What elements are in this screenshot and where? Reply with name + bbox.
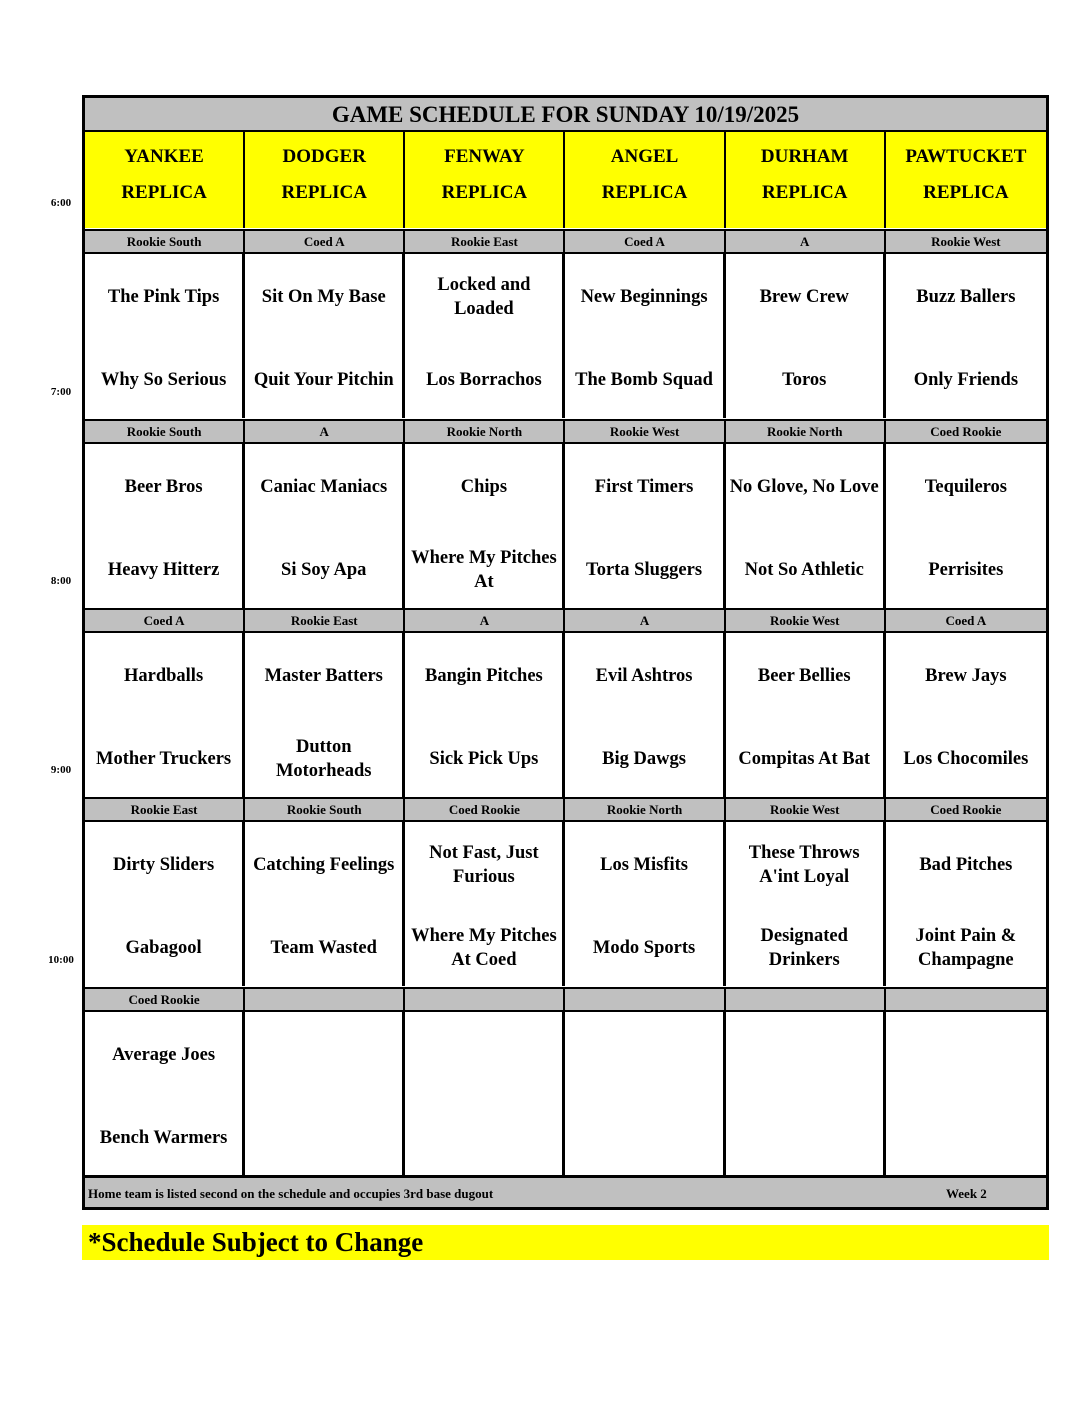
division-row xyxy=(85,987,1046,1012)
division-label: Rookie West xyxy=(931,233,1001,249)
home-team: Mother Truckers xyxy=(96,749,232,769)
away-team: Chips xyxy=(460,477,508,497)
change-notice-banner: *Schedule Subject to Change xyxy=(82,1225,1049,1260)
away-team: Evil Ashtros xyxy=(595,666,693,686)
game-cell xyxy=(886,822,1046,986)
game-cell xyxy=(85,254,245,418)
field-sub: REPLICA xyxy=(601,182,688,203)
away-team: No Glove, No Love xyxy=(729,477,879,497)
home-team: Si Soy Apa xyxy=(281,560,367,580)
division-label: Coed A xyxy=(565,231,725,252)
home-team: Where My Pitches At xyxy=(411,548,557,592)
away-team xyxy=(405,1030,562,1080)
division-label: Rookie East xyxy=(245,610,405,631)
field-sub: REPLICA xyxy=(761,182,848,203)
home-team: Team Wasted xyxy=(270,938,377,958)
division-label: A xyxy=(405,610,565,631)
field-name: YANKEE xyxy=(124,146,204,167)
game-row xyxy=(85,254,1046,418)
home-team: Why So Serious xyxy=(100,370,227,390)
division-label: Rookie South xyxy=(85,231,245,252)
game-cell xyxy=(726,633,886,797)
schedule-footer xyxy=(85,1175,1046,1207)
division-label: Rookie East xyxy=(85,799,245,820)
game-cell xyxy=(85,444,245,608)
field-name: DURHAM xyxy=(760,146,849,167)
field-sub: REPLICA xyxy=(923,182,1009,203)
division-label: Coed Rookie xyxy=(930,423,1002,439)
home-team xyxy=(245,1113,402,1163)
away-team: Buzz Ballers xyxy=(916,287,1016,307)
away-team xyxy=(886,1030,1046,1080)
time-label: 9:00 xyxy=(50,764,72,776)
game-cell xyxy=(726,444,886,608)
division-label: Rookie North xyxy=(565,799,725,820)
field-header xyxy=(85,132,245,228)
home-team: Only Friends xyxy=(913,370,1019,390)
game-cell xyxy=(405,633,565,797)
division-label: Coed A xyxy=(245,231,405,252)
field-sub: REPLICA xyxy=(281,182,367,203)
game-cell xyxy=(886,254,1046,418)
field-header-row xyxy=(85,132,1046,228)
away-team: Bangin Pitches xyxy=(425,666,543,686)
field-header xyxy=(565,132,725,228)
away-team: These Throws A'int Loyal xyxy=(748,843,860,887)
home-team: Toros xyxy=(782,370,827,390)
away-team: Hardballs xyxy=(123,666,204,686)
division-row xyxy=(85,797,1046,822)
game-cell xyxy=(886,444,1046,608)
game-cell xyxy=(85,633,245,797)
home-team: Not So Athletic xyxy=(744,560,864,580)
division-label xyxy=(886,989,1046,1010)
division-row xyxy=(85,608,1046,633)
schedule-title: GAME SCHEDULE FOR SUNDAY 10/19/2025 xyxy=(85,98,1046,132)
division-label: Coed A xyxy=(945,612,987,628)
division-label: A xyxy=(726,231,886,252)
division-label xyxy=(565,989,725,1010)
division-label: Rookie North xyxy=(726,421,886,442)
home-team: Heavy Hitterz xyxy=(107,560,220,580)
division-label: Rookie West xyxy=(565,421,725,442)
away-team: Dirty Sliders xyxy=(112,855,215,875)
home-team xyxy=(886,1113,1046,1163)
home-team: Dutton Motorheads xyxy=(275,737,372,781)
home-team: Los Borrachos xyxy=(426,370,542,390)
field-name: DODGER xyxy=(282,146,366,167)
home-team: Torta Sluggers xyxy=(586,560,703,580)
time-label: 6:00 xyxy=(50,197,72,209)
game-row xyxy=(85,633,1046,797)
away-team: Beer Bellies xyxy=(757,666,851,686)
game-cell xyxy=(726,822,886,986)
division-label: Rookie South xyxy=(85,421,245,442)
division-label: Rookie North xyxy=(405,421,565,442)
game-cell xyxy=(245,254,405,418)
away-team: Tequileros xyxy=(924,477,1007,497)
field-header xyxy=(245,132,405,228)
field-name: ANGEL xyxy=(610,146,679,167)
home-team: Los Chocomiles xyxy=(903,749,1029,769)
division-label: Coed A xyxy=(85,610,245,631)
away-team: Catching Feelings xyxy=(253,855,395,875)
home-team: Quit Your Pitchin xyxy=(253,370,394,390)
field-sub: REPLICA xyxy=(441,182,528,203)
away-team: Average Joes xyxy=(112,1045,216,1065)
game-cell xyxy=(245,444,405,608)
schedule-table xyxy=(82,95,1049,1210)
game-cell xyxy=(405,254,565,418)
division-label: Rookie West xyxy=(726,610,886,631)
away-team: New Beginnings xyxy=(580,287,708,307)
game-row xyxy=(85,822,1046,986)
time-label: 10:00 xyxy=(48,954,74,966)
away-team: Bad Pitches xyxy=(919,855,1013,875)
home-team: Designated Drinkers xyxy=(760,926,848,970)
away-team: Locked and Loaded xyxy=(437,275,531,319)
game-cell xyxy=(85,822,245,986)
field-name: PAWTUCKET xyxy=(905,146,1027,167)
home-team: Bench Warmers xyxy=(99,1128,228,1148)
division-row xyxy=(85,419,1046,444)
division-label: Rookie East xyxy=(405,231,565,252)
away-team: Brew Jays xyxy=(925,666,1007,686)
field-header xyxy=(405,132,565,228)
home-team: Big Dawgs xyxy=(602,749,686,769)
game-row xyxy=(85,1012,1046,1176)
away-team: Los Misfits xyxy=(600,855,688,875)
division-label: Rookie South xyxy=(245,799,405,820)
division-label xyxy=(726,989,886,1010)
division-label xyxy=(245,989,405,1010)
division-label: A xyxy=(245,421,405,442)
home-team: Sick Pick Ups xyxy=(429,749,539,769)
game-cell xyxy=(726,254,886,418)
game-cell xyxy=(565,633,725,797)
away-team: The Pink Tips xyxy=(107,287,220,307)
game-cell xyxy=(245,822,405,986)
division-label: Rookie West xyxy=(726,799,886,820)
game-cell xyxy=(405,444,565,608)
division-label: Coed Rookie xyxy=(930,801,1002,817)
game-cell xyxy=(565,444,725,608)
game-cell xyxy=(565,1012,725,1176)
division-label: Coed Rookie xyxy=(405,799,565,820)
away-team: Brew Crew xyxy=(759,287,849,307)
home-team: Where My Pitches At Coed xyxy=(411,926,557,970)
away-team: Master Batters xyxy=(264,666,383,686)
away-team xyxy=(565,1030,722,1080)
game-cell xyxy=(565,254,725,418)
game-cell xyxy=(245,1012,405,1176)
away-team xyxy=(726,1030,883,1080)
home-team: Compitas At Bat xyxy=(738,749,870,769)
home-team: Joint Pain & Champagne xyxy=(915,926,1017,970)
home-team: Modo Sports xyxy=(592,938,696,958)
division-row xyxy=(85,229,1046,254)
away-team xyxy=(245,1030,402,1080)
game-cell xyxy=(245,633,405,797)
away-team: Sit On My Base xyxy=(261,287,386,307)
home-team: Gabagool xyxy=(125,938,202,958)
home-team xyxy=(565,1113,722,1163)
home-team-note: Home team is listed second on the schedule and occupies 3rd base dugout xyxy=(88,1186,494,1201)
game-cell xyxy=(726,1012,886,1176)
division-label: Coed Rookie xyxy=(85,989,245,1010)
game-cell xyxy=(886,633,1046,797)
division-label xyxy=(405,989,565,1010)
home-team: The Bomb Squad xyxy=(575,370,713,390)
home-team xyxy=(405,1113,562,1163)
field-sub: REPLICA xyxy=(121,182,207,203)
home-team: Perrisites xyxy=(928,560,1004,580)
game-cell xyxy=(405,822,565,986)
game-cell xyxy=(85,1012,245,1176)
away-team: Caniac Maniacs xyxy=(260,477,388,497)
week-label: Week 2 xyxy=(946,1186,987,1201)
game-cell xyxy=(405,1012,565,1176)
away-team: Not Fast, Just Furious xyxy=(429,843,539,887)
home-team xyxy=(726,1113,883,1163)
time-label: 8:00 xyxy=(50,575,72,587)
division-label: A xyxy=(565,610,725,631)
field-header xyxy=(886,132,1046,228)
away-team: Beer Bros xyxy=(124,477,203,497)
field-header xyxy=(726,132,886,228)
game-cell xyxy=(886,1012,1046,1176)
away-team: First Timers xyxy=(594,477,694,497)
time-label: 7:00 xyxy=(50,386,72,398)
game-cell xyxy=(565,822,725,986)
field-name: FENWAY xyxy=(444,146,525,167)
game-row xyxy=(85,444,1046,608)
